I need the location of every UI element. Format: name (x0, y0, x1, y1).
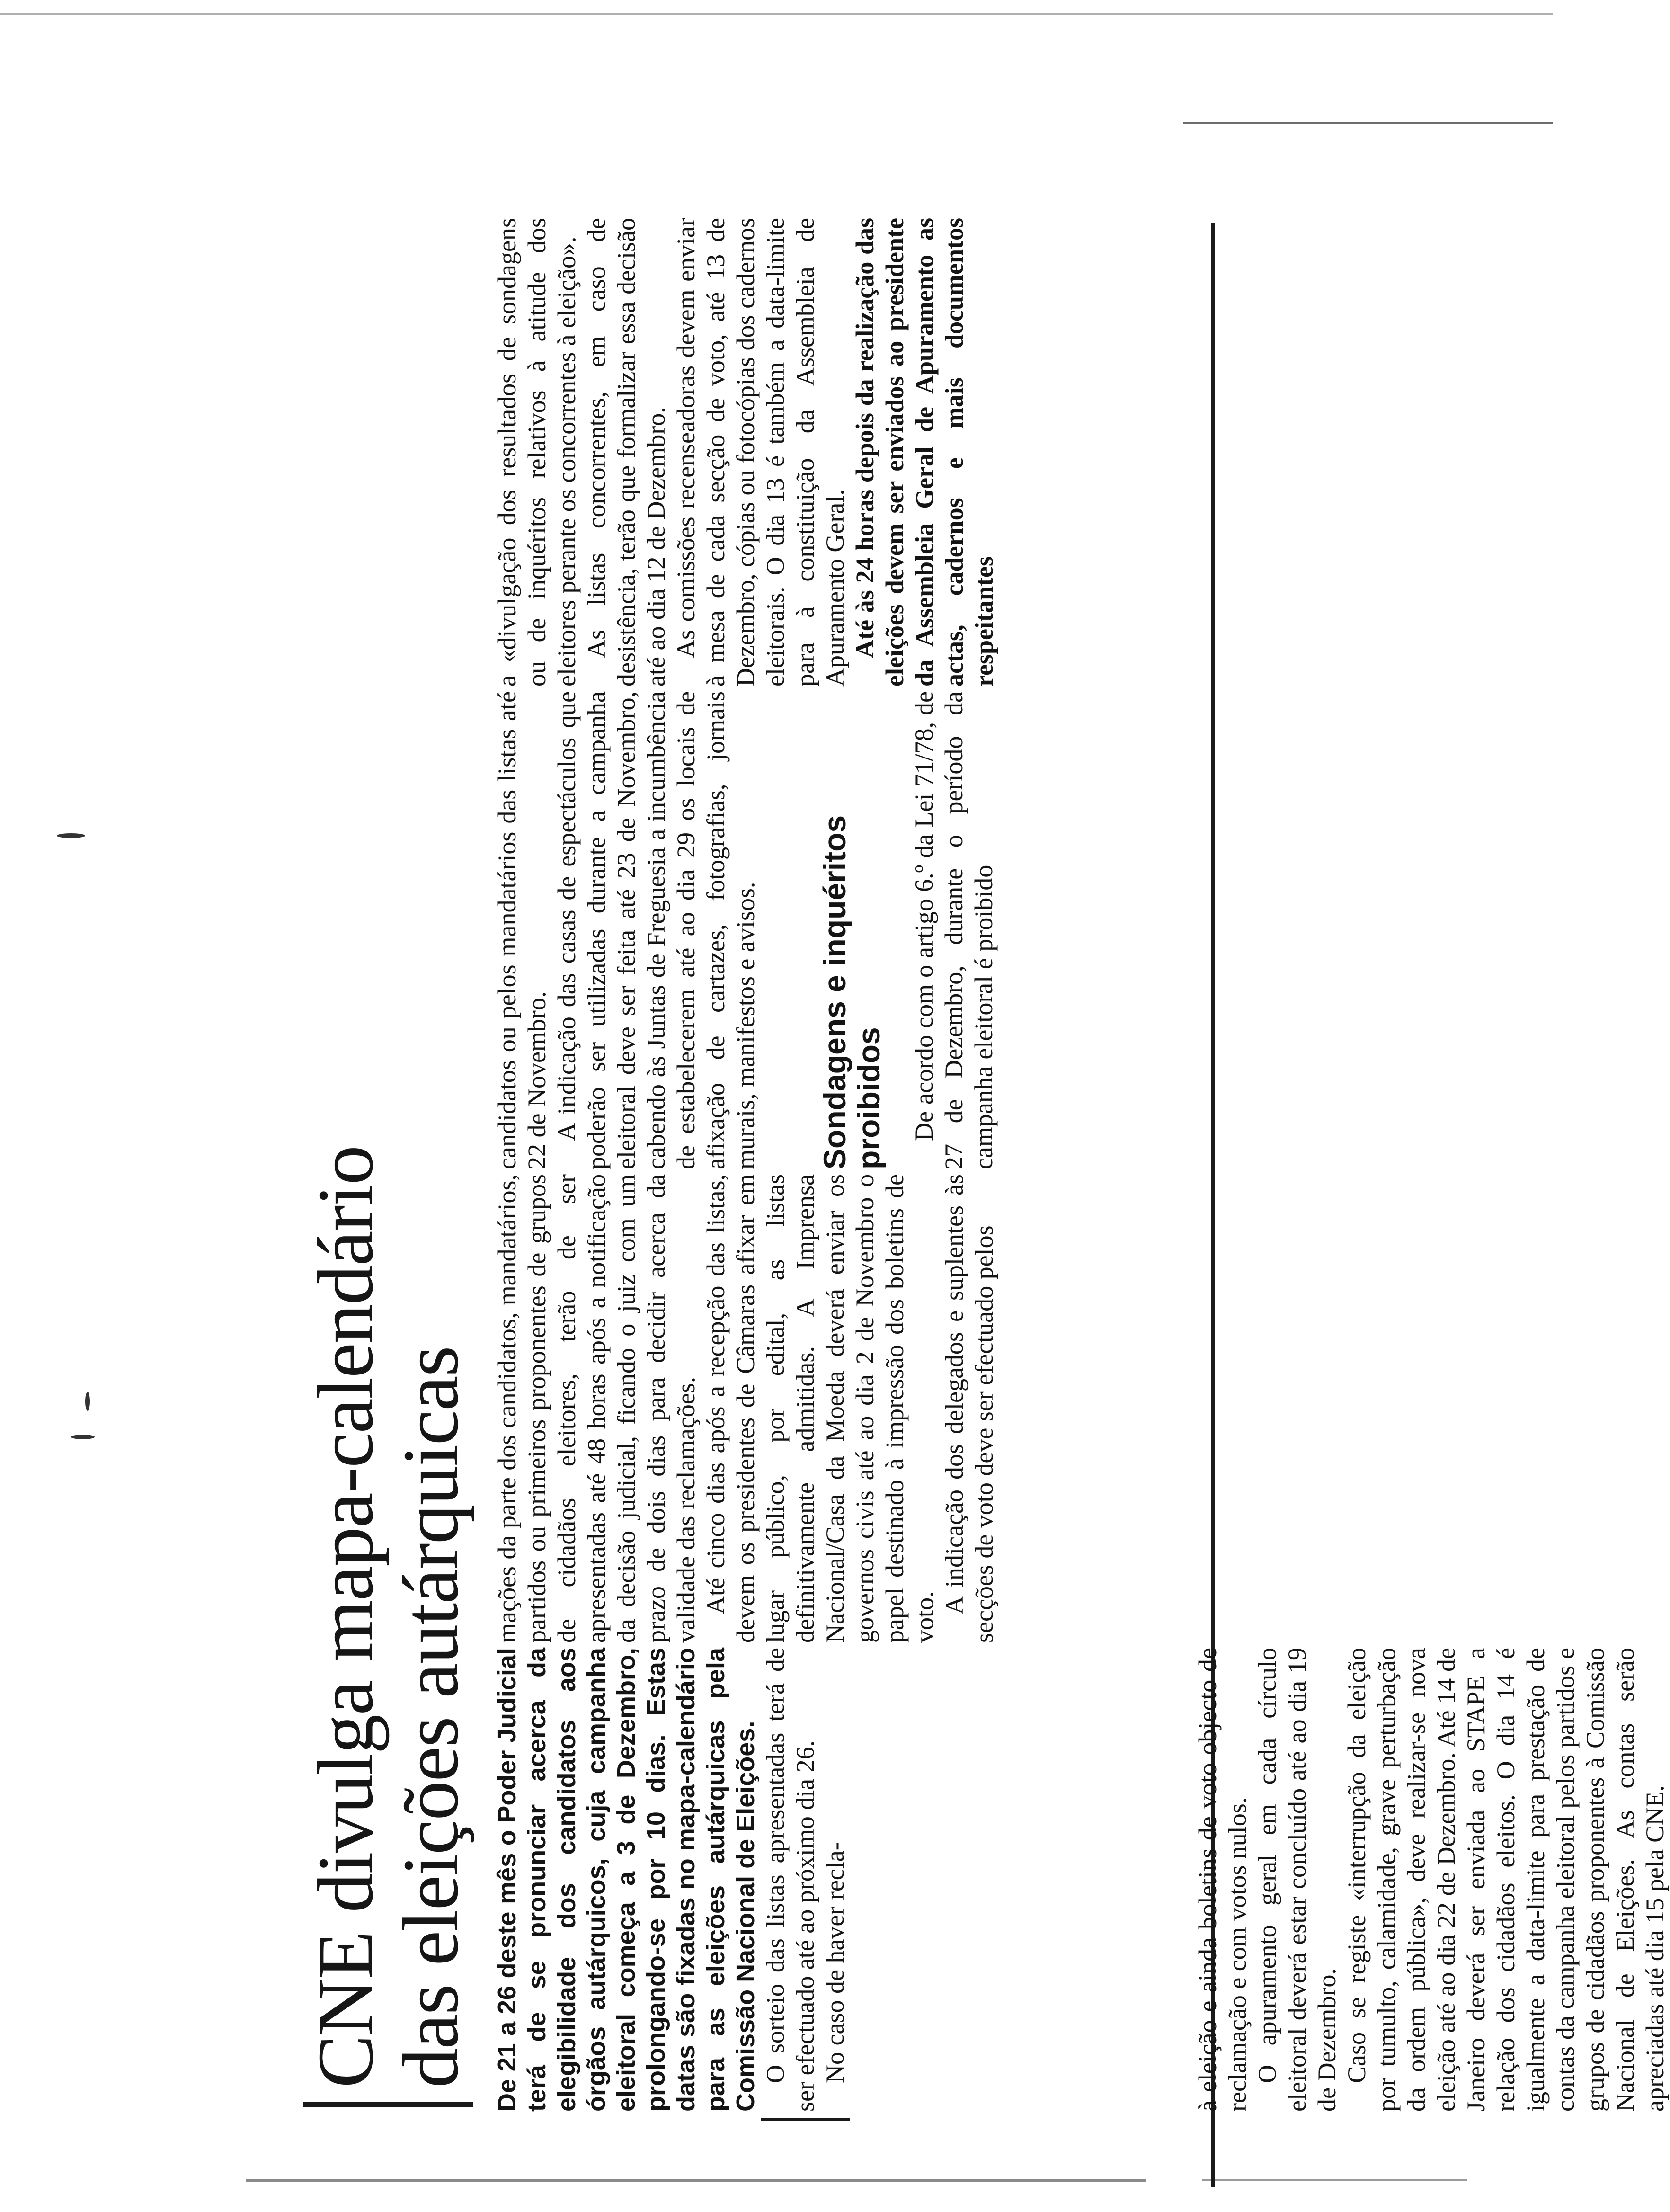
scan-edge-bottom-right (1202, 2179, 1467, 2181)
column-4 (492, 218, 999, 687)
lead-paragraph: De 21 a 26 deste mês o Poder Judicial terá de se pronunciar acerca da elegibilidade dos candidatos aos órgãos autárquicos, cuja campanha eleitoral começa a 3 de Dezembro, prolongando-se por 10 dias. Estas datas são fixadas no mapa-calendário para as eleições autárquicas pela Comissão Nacional de Eleições. (493, 1648, 760, 2112)
column-2 (492, 1174, 999, 1643)
headline-line-1: CNE divulga mapa-calendário (302, 1146, 390, 2088)
column-3 (492, 691, 999, 1169)
article-columns (492, 218, 999, 2112)
paragraph: Caso se registe «interrupção da eleição por tumulto, calamidade, grave perturbação da ordem pública», deve realizar-se nova eleição até ao dia 22 de Dezembro. Até 14 de Janeiro deverá ser enviada ao STAPE a relação dos cidadãos eleitos. O dia 14 é igualmente a data-limite para prestação de contas da campanha eleitoral pelos partidos e grupos de cidadãos proponentes à Comissão Nacional de Eleições. As contas serão apreciadas até dia 15 pela CNE. (1342, 1648, 1669, 2112)
paragraph: De acordo com o artigo 6.º da Lei 71/78, de 27 de Dezembro, durante o período da campanha eleitoral é proibido (910, 691, 998, 1169)
newspaper-article (303, 218, 1217, 2112)
column-5 (1193, 1648, 1670, 2112)
paragraph: As listas concorrentes, em caso de desistência, terão que formalizar essa decisão até ao dia 12 de Dezembro. (582, 218, 670, 687)
article-continuation (1193, 1217, 1669, 2112)
paragraph: O sorteio das listas apresentadas terá de ser efectuado até ao próximo dia 26. (761, 1648, 819, 2112)
paragraph: candidatos ou pelos mandatários das listas até 22 de Novembro. (493, 691, 551, 1169)
column-1 (492, 1648, 999, 2112)
paragraph: No caso de haver recla- (821, 1842, 849, 2083)
headline-block (303, 218, 473, 2107)
paragraph: As comissões recenseadoras devem enviar à mesa de cada secção de voto, até 13 de Dezembro, cópias ou fotocópias dos cadernos eleitorais. O dia 13 é também a data-limite para à constituição da Assembleia de Apuramento Geral. (672, 218, 849, 687)
paragraph: A indicação dos delegados e suplentes às secções de voto deve ser efectuado pelos (940, 1174, 998, 1643)
paragraph: Até às 24 horas depois da realização das eleições devem ser enviados ao presidente da Assembleia Geral de Apuramento as actas, cadernos e mais documentos respeitantes (851, 218, 998, 687)
scan-edge-bottom (246, 2179, 1146, 2182)
paragraph: A indicação das casas de espectáculos que poderão ser utilizadas durante a campanha eleitoral deve ser feita até 23 de Novembro, cabendo às Juntas de Freguesia a incumbência de estabelecerem até ao dia 29 os locais de afixação de cartazes, fotografias, jornais murais, manifestos e avisos. (552, 691, 760, 1169)
paragraph: O apuramento geral em cada círculo eleitoral deverá estar concluído até ao dia 19 de Dezembro. (1253, 1648, 1341, 2112)
paragraph: à eleição e ainda boletins de voto objecto de reclamação e com votos nulos. (1193, 1648, 1252, 2112)
scan-edge-right (1183, 122, 1553, 124)
scan-speck (85, 1392, 90, 1411)
paragraph: a «divulgação dos resultados de sondagens ou de inquéritos relativos à atitude dos eleitores perante os concorrentes à eleição». (493, 218, 581, 687)
subheading: Sondagens e inquéritos proibidos (817, 815, 886, 1169)
scan-edge-top (0, 13, 1553, 15)
scan-speck (71, 1435, 95, 1439)
scan-speck (57, 833, 85, 838)
paragraph: mações da parte dos candidatos, mandatários, partidos ou primeiros proponentes de grupos de cidadãos eleitores, terão de ser apresentadas até 48 horas após a notificação da decisão judicial, ficando o juiz com um prazo de dois dias para decidir acerca da validade das reclamações. (493, 1174, 700, 1643)
paragraph: Até cinco dias após a recepção das listas, devem os presidentes de Câmaras afixar em lugar público, por edital, as listas definitivamente admitidas. A Imprensa Nacional/Casa da Moeda deverá enviar os governos civis até ao dia 2 de Novembro o papel destinado à impressão dos boletins de voto. (702, 1174, 939, 1643)
column-1-bracket (761, 1648, 850, 2121)
headline-line-2: das eleições autárquicas (387, 1347, 475, 2088)
